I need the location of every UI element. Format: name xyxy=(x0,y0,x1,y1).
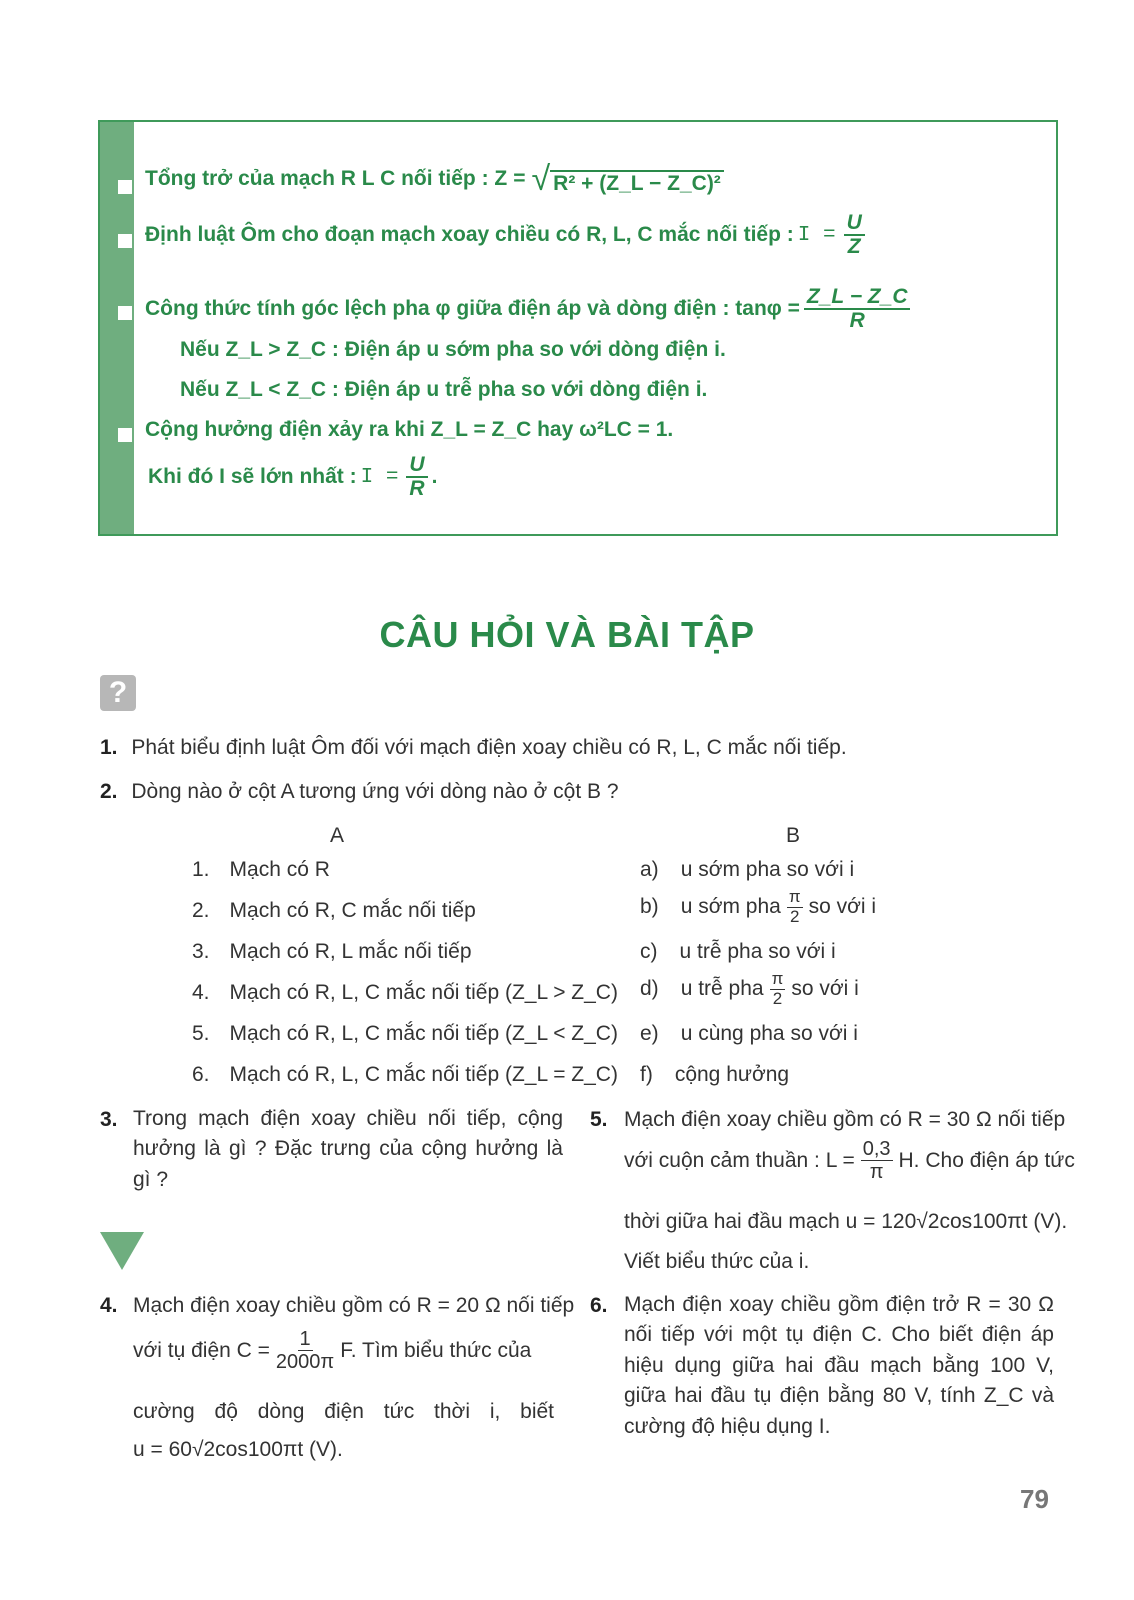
question-3-number xyxy=(100,1108,118,1132)
summary-impedance: Tổng trở của mạch R L C nối tiếp : Z = √ R² + (Z_L − Z_C)² xyxy=(145,162,724,196)
summary-phase-text: Công thức tính góc lệch pha φ giữa điện áp và dòng điện : tanφ = xyxy=(145,297,800,321)
question-3-text: Trong mạch điện xoay chiều nối tiếp, cộng hưởng là gì ? Đặc trưng của cộng hưởng là gì ? xyxy=(133,1107,563,1191)
inductance-fraction xyxy=(861,1138,893,1183)
ohm-num: U xyxy=(844,212,865,236)
row-letter: c) xyxy=(640,940,658,963)
impedance-formula: R² + (Z_L − Z_C)² xyxy=(550,170,724,196)
question-number: 4. xyxy=(100,1294,118,1317)
row-text: Mạch có R, L mắc nối tiếp xyxy=(229,940,472,963)
row-text: Mạch có R, L, C mắc nối tiếp (Z_L > Z_C) xyxy=(229,981,618,1004)
question-text: Phát biểu định luật Ôm đối với mạch điện xoay chiều có R, L, C mắc nối tiếp. xyxy=(131,736,847,759)
col-b-row xyxy=(640,970,859,1008)
row-num: 2. xyxy=(192,899,210,922)
max-fraction xyxy=(406,454,427,500)
frac-den: 2000π xyxy=(275,1351,335,1373)
question-text: Dòng nào ở cột A tương ứng với dòng nào ở cột B ? xyxy=(131,780,619,803)
frac-den: 2 xyxy=(789,906,800,926)
question-4-line1: Mạch điện xoay chiều gồm có R = 20 Ω nối tiếp xyxy=(133,1294,575,1317)
summary-max-current: Khi đó I sẽ lớn nhất : I = $\frac{U}{R}$ . xyxy=(148,453,438,501)
question-number: 6. xyxy=(590,1294,608,1317)
row-text: Mạch có R, L, C mắc nối tiếp (Z_L = Z_C) xyxy=(229,1063,618,1086)
question-2 xyxy=(100,780,619,804)
ohm-fraction xyxy=(844,212,865,258)
row-letter: b) xyxy=(640,895,659,919)
row-text: Mạch có R, C mắc nối tiếp xyxy=(229,899,476,922)
row-num: 6. xyxy=(192,1063,210,1086)
bullet-icon xyxy=(118,234,132,248)
row-num: 5. xyxy=(192,1022,210,1045)
ohm-den: Z xyxy=(847,235,861,259)
summary-case-lead: Nếu Z_L > Z_C : Điện áp u sớm pha so với dòng điện i. xyxy=(180,338,726,361)
col-b-row xyxy=(640,1063,789,1087)
capacitance-fraction xyxy=(276,1328,334,1373)
col-a-row xyxy=(192,1063,618,1087)
phase-num: Z_L − Z_C xyxy=(804,286,911,310)
frac-num: π xyxy=(788,887,801,906)
row-text: Mạch có R, L, C mắc nối tiếp (Z_L < Z_C) xyxy=(229,1022,618,1045)
page-number: 79 xyxy=(1020,1484,1049,1514)
column-a-header: A xyxy=(330,824,345,847)
col-b-row xyxy=(640,888,876,926)
col-a-row xyxy=(192,1022,618,1046)
question-4-line3: cường độ dòng điện tức thời i, biết xyxy=(133,1400,555,1423)
column-b-header: B xyxy=(786,824,801,847)
row-text: u trễ pha so với i xyxy=(679,940,836,963)
row-text: cộng hưởng xyxy=(674,1063,790,1086)
row-num: 3. xyxy=(192,940,210,963)
row-text: u trễ pha xyxy=(680,977,764,1001)
question-6-number xyxy=(590,1294,608,1318)
bullet-icon xyxy=(118,306,132,320)
question-number: 2. xyxy=(100,780,118,803)
frac-num: 1 xyxy=(299,1328,311,1350)
question-5-line4: Viết biểu thức của i. xyxy=(624,1250,810,1273)
section-title: CÂU HỎI VÀ BÀI TẬP xyxy=(379,614,755,655)
col-a-row xyxy=(192,940,472,964)
col-a-row xyxy=(192,899,476,923)
row-text: u sớm pha xyxy=(680,895,781,919)
summary-impedance-text: Tổng trở của mạch R L C nối tiếp : Z xyxy=(145,167,508,190)
summary-max-text: Khi đó I sẽ lớn nhất : xyxy=(148,465,357,489)
frac-num: 0,3 xyxy=(862,1138,891,1160)
col-a-row xyxy=(192,981,618,1005)
row-letter: e) xyxy=(640,1022,659,1045)
question-6-text: Mạch điện xoay chiều gồm điện trở R = 30 Ω nối tiếp với một tụ điện C. Cho biết điện áp hiệu dụng giữa hai đầu mạch bằng 100 V, giữa hai đầu tụ điện bằng 80 V, tính Z_C và cường độ hiệu dụng I. xyxy=(624,1293,1054,1438)
question-number: 3. xyxy=(100,1108,118,1131)
question-number: 1. xyxy=(100,736,118,759)
row-letter: d) xyxy=(640,977,659,1001)
summary-box xyxy=(98,120,1058,536)
col-b-row xyxy=(640,1022,858,1046)
q5-text-b: H. Cho điện áp tức xyxy=(898,1148,1075,1172)
q4-text-b: F. Tìm biểu thức của xyxy=(340,1338,532,1362)
ohm-lhs: I = xyxy=(797,223,836,247)
pi-over-2 xyxy=(787,888,803,926)
col-b-row xyxy=(640,940,836,964)
row-letter: a) xyxy=(640,858,659,881)
max-lhs: I = xyxy=(360,465,399,489)
row-num: 4. xyxy=(192,981,210,1004)
question-5-line3: thời giữa hai đầu mạch u = 120√2cos100πt (V). xyxy=(624,1210,1068,1233)
sqrt-formula: √ R² + (Z_L − Z_C)² xyxy=(532,162,724,196)
question-5-number xyxy=(590,1108,608,1132)
row-text-2: so với i xyxy=(791,977,859,1001)
frac-den: π xyxy=(869,1161,884,1183)
col-a-row xyxy=(192,858,330,882)
row-text-2: so với i xyxy=(808,895,877,919)
phase-fraction xyxy=(804,286,911,332)
col-b-row xyxy=(640,858,854,882)
frac-den: 2 xyxy=(772,988,783,1008)
question-4-line4: u = 60√2cos100πt (V). xyxy=(133,1438,343,1461)
max-num: U xyxy=(406,454,427,478)
bullet-icon xyxy=(118,428,132,442)
summary-ohm-law xyxy=(145,212,869,258)
question-5-line2 xyxy=(624,1138,1075,1183)
row-letter: f) xyxy=(640,1063,653,1086)
triangle-icon xyxy=(100,1232,144,1270)
q4-text-a: với tụ điện C = xyxy=(133,1338,270,1362)
summary-ohm-text: Định luật Ôm cho đoạn mạch xoay chiều có R, L, C mắc nối tiếp : xyxy=(145,223,794,247)
q5-text-a: với cuộn cảm thuần : L = xyxy=(624,1148,855,1172)
question-4-line2 xyxy=(133,1328,531,1373)
phase-den: R xyxy=(849,309,865,333)
bullet-icon xyxy=(118,180,132,194)
pi-over-2 xyxy=(770,970,786,1008)
row-num: 1. xyxy=(192,858,210,881)
summary-case-lag: Nếu Z_L < Z_C : Điện áp u trễ pha so với dòng điện i. xyxy=(180,378,708,401)
question-5-line1: Mạch điện xoay chiều gồm có R = 30 Ω nối tiếp xyxy=(624,1108,1066,1131)
summary-resonance: Cộng hưởng điện xảy ra khi Z_L = Z_C hay ω²LC = 1. xyxy=(145,418,674,441)
row-text: u cùng pha so với i xyxy=(680,1022,858,1045)
question-icon: ? xyxy=(100,675,136,711)
question-4-number xyxy=(100,1294,118,1318)
row-text: Mạch có R xyxy=(229,858,330,881)
question-number: 5. xyxy=(590,1108,608,1131)
summary-phase xyxy=(145,286,914,332)
frac-num: π xyxy=(771,969,784,988)
question-1 xyxy=(100,736,847,760)
row-text: u sớm pha so với i xyxy=(680,858,855,881)
max-den: R xyxy=(409,477,425,501)
